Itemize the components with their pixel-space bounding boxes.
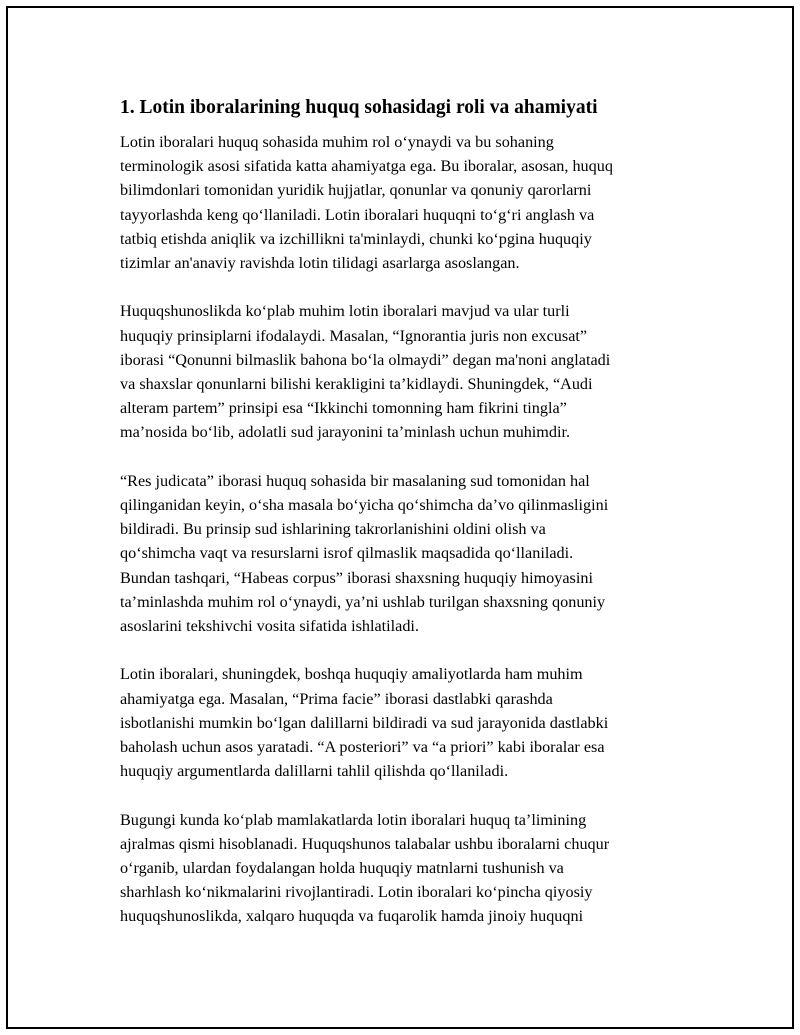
page-frame (6, 6, 794, 1029)
text-line: huquqiy argumentlarda dalillarni tahlil qilishda qo‘llaniladi. (120, 762, 509, 781)
text-line: Bundan tashqari, “Habeas corpus” iborasi shaxsning huquqiy himoyasini (120, 568, 593, 587)
text-line: huquqiy prinsiplarni ifodalaydi. Masalan, “Ignorantia juris non excusat” (120, 326, 588, 345)
text-line: asoslarini tekshivchi vosita sifatida ishlatiladi. (120, 617, 419, 636)
paragraph-2 (120, 299, 690, 444)
paragraph-5 (120, 808, 690, 929)
text-line: ma’nosida bo‘lib, adolatli sud jarayonini ta’minlash uchun muhimdir. (120, 423, 571, 442)
text-line: tizimlar an'anaviy ravishda lotin tilidagi asarlarga asoslangan. (120, 254, 520, 273)
text-line: iborasi “Qonunni bilmaslik bahona bo‘la olmaydi” degan ma'noni anglatadi (120, 350, 611, 369)
text-line: terminologik asosi sifatida katta ahamiyatga ega. Bu iboralar, asosan, huquq (120, 157, 613, 176)
document-title: 1. Lotin iboralarining huquq sohasidagi roli va ahamiyati (120, 97, 598, 118)
text-line: huquqshunoslikda, xalqaro huquqda va fuqarolik hamda jinoiy huquqni (120, 907, 584, 926)
paragraph-3 (120, 469, 690, 638)
text-line: Lotin iboralari, shuningdek, boshqa huquqiy amaliyotlarda ham muhim (120, 665, 583, 684)
text-line: va shaxslar qonunlarni bilishi kerakligini ta’kidlaydi. Shuningdek, “Audi (120, 375, 593, 394)
text-line: tatbiq etishda aniqlik va izchillikni ta'minlaydi, chunki ko‘pgina huquqiy (120, 229, 592, 248)
text-line: tayyorlashda keng qo‘llaniladi. Lotin iboralari huquqni to‘g‘ri anglash va (120, 205, 595, 224)
text-line: Huquqshunoslikda ko‘plab muhim lotin iboralari mavjud va ular turli (120, 302, 570, 321)
document-body (120, 96, 690, 953)
paragraph-1 (120, 130, 690, 275)
text-line: baholash uchun asos yaratadi. “A posteriori” va “a priori” kabi iboralar esa (120, 738, 605, 757)
text-line: isbotlanishi mumkin bo‘lgan dalillarni bildiradi va sud jarayonida dastlabki (120, 713, 609, 732)
text-line: ajralmas qismi hisoblanadi. Huquqshunos talabalar ushbu iboralarni chuqur (120, 834, 610, 853)
text-line: qilinganidan keyin, o‘sha masala bo‘yicha qo‘shimcha da’vo qilinmasligini (120, 496, 609, 515)
text-line: “Res judicata” iborasi huquq sohasida bir masalaning sud tomonidan hal (120, 471, 590, 490)
text-line: ahamiyatga ega. Masalan, “Prima facie” iborasi dastlabki qarashda (120, 689, 553, 708)
text-line: bildiradi. Bu prinsip sud ishlarining takrorlanishini oldini olish va (120, 520, 546, 539)
text-line: bilimdonlari tomonidan yuridik hujjatlar, qonunlar va qonuniy qarorlarni (120, 181, 592, 200)
text-line: o‘rganib, ulardan foydalangan holda huquqiy matnlarni tushunish va (120, 859, 564, 878)
text-line: ta’minlashda muhim rol o‘ynaydi, ya’ni ushlab turilgan shaxsning qonuniy (120, 592, 606, 611)
paragraph-4 (120, 662, 690, 783)
text-line: alteram partem” prinsipi esa “Ikkinchi tomonning ham fikrini tingla” (120, 399, 567, 418)
text-line: qo‘shimcha vaqt va resurslarni isrof qilmaslik maqsadida qo‘llaniladi. (120, 544, 574, 563)
text-line: Bugungi kunda ko‘plab mamlakatlarda lotin iboralari huquq ta’limining (120, 810, 587, 829)
text-line: sharhlash ko‘nikmalarini rivojlantiradi. Lotin iboralari ko‘pincha qiyosiy (120, 883, 593, 902)
text-line: Lotin iboralari huquq sohasida muhim rol o‘ynaydi va bu sohaning (120, 133, 554, 151)
